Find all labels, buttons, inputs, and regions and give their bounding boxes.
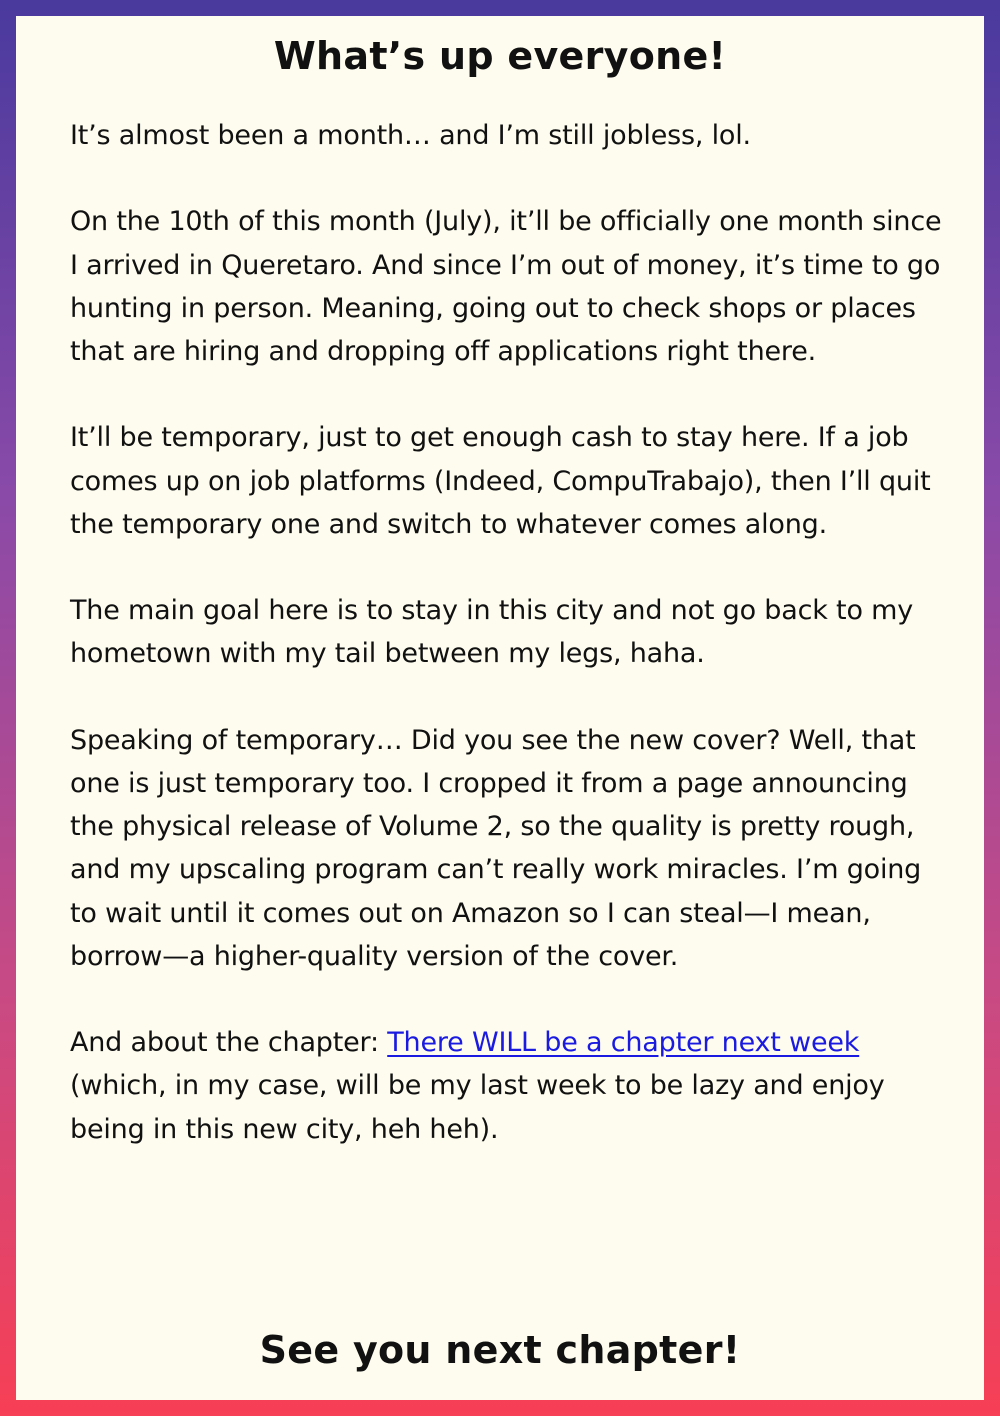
chapter-news-outro: (which, in my case, will be my last week to be lazy and enjoy being in this new city, heh heh). (70, 1070, 885, 1145)
chapter-news-intro: And about the chapter: (70, 1027, 388, 1059)
announcement-body (70, 114, 946, 1194)
paragraph-chapter-news (70, 1021, 946, 1151)
paragraph-temporary-job: It’ll be temporary, just to get enough cash to stay here. If a job comes up on job platforms (Indeed, CompuTrabajo), then I’ll quit the temporary one and switch to whatever comes along. (70, 422, 931, 540)
closing-message: See you next chapter! (259, 1328, 741, 1372)
page-title: What’s up everyone! (273, 34, 727, 78)
chapter-next-week-link[interactable]: There WILL be a chapter next week (387, 1027, 860, 1059)
paragraph-job-hunting: On the 10th of this month (July), it’ll be officially one month since I arrived in Queretaro. And since I’m out of money, it’s time to go hunting in person. Meaning, going out to check shops or places that are hiring and dropping off applications right there. (70, 206, 942, 367)
paragraph-new-cover: Speaking of temporary… Did you see the new cover? Well, that one is just temporary too. I cropped it from a page announcing the physical release of Volume 2, so the quality is pretty rough, and my upscaling program can’t really work miracles. I’m going to wait until it comes out on Amazon so I can steal—I mean, borrow—a higher-quality version of the cover. (70, 724, 922, 972)
paragraph-main-goal: The main goal here is to stay in this city and not go back to my hometown with my tail between my legs, haha. (70, 595, 914, 670)
paragraph-jobless: It’s almost been a month… and I’m still jobless, lol. (70, 120, 751, 151)
announcement-card (16, 16, 984, 1400)
